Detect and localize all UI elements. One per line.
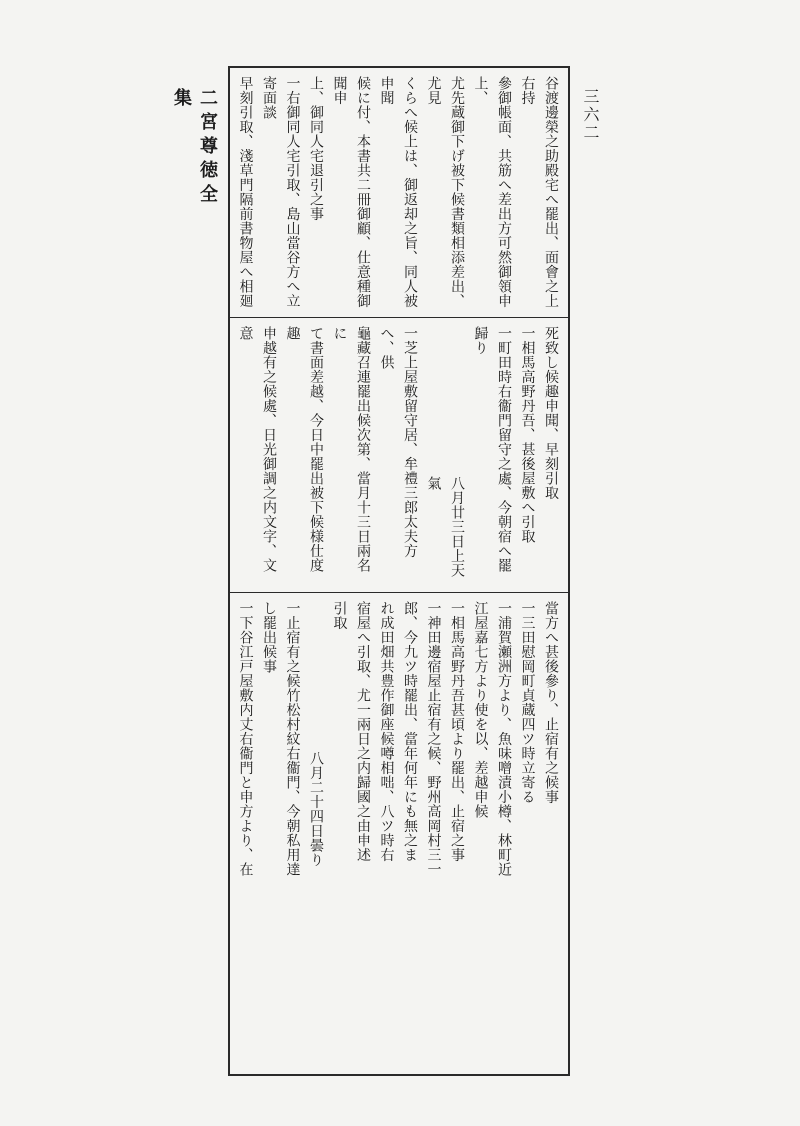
text-line: 龜藏召連罷出候次第、當月十三日兩名に xyxy=(331,326,371,573)
text-line: て書面差越、今日中罷出被下候様仕度趣 xyxy=(284,326,324,573)
text-block-middle xyxy=(230,318,568,593)
text-columns-bottom xyxy=(236,601,562,1066)
book-title: 二宮尊徳全集 xyxy=(171,88,218,208)
text-line: 一下谷江戸屋敷内丈右衞門と申方より、在 xyxy=(237,601,254,877)
text-columns-middle xyxy=(236,326,562,584)
text-line: 一右御同人宅引取、島山當谷方へ立寄面談 xyxy=(261,76,301,308)
text-line: 當方へ甚後參り、止宿有之候事 xyxy=(543,601,559,804)
text-line: 宿屋へ引取、尤一兩日之内歸國之由申述 xyxy=(355,601,371,862)
text-line: 上、御同人宅退引之事 xyxy=(308,76,324,221)
text-line: 參御帳面、共筋へ差出方可然御領申上、 xyxy=(472,76,512,308)
text-line: 死致し候趣申聞、早刻引取 xyxy=(543,326,559,500)
text-line: 引取 xyxy=(331,601,348,630)
text-line: 一相馬高野丹吾甚頃より罷出、止宿之事 xyxy=(449,601,465,862)
text-block-top xyxy=(230,68,568,318)
text-line: れ成田畑共豊作御座候噂相咄、八ツ時右 xyxy=(378,601,395,862)
text-line: 郎、今九ツ時罷出、當年何年にも無之ま xyxy=(402,601,418,862)
text-line: し罷出候事 xyxy=(261,601,277,674)
text-line: 江屋嘉七方より使を以、差越申候 xyxy=(472,601,489,819)
text-line: 候に付、本書共二冊御顧、仕意種御聞申 xyxy=(331,76,371,308)
text-line: 一三田慰岡町貞蔵四ツ時立寄る xyxy=(519,601,536,804)
text-line: 谷渡邊榮之助殿宅へ罷出、面會之上右持 xyxy=(519,76,559,308)
text-line: 一止宿有之候竹松村紋右衞門、今朝私用達 xyxy=(284,601,301,877)
text-line: 一芝上屋敷留守居、牟禮三郎太夫方へ、供 xyxy=(378,326,418,558)
text-line: 八月廿三日上天氣 xyxy=(425,476,465,578)
text-line: 一浦賀瀬洲方より、魚味噌漬小樽、林町近 xyxy=(496,601,512,877)
text-line: 一町田時右衞門留守之處、今朝宿へ罷歸り xyxy=(472,326,512,573)
text-columns-top xyxy=(236,76,562,309)
text-line: 八月二十四日曇り xyxy=(308,751,324,867)
text-line: 一相馬高野丹吾、甚後屋敷へ引取 xyxy=(519,326,536,544)
text-line: 申越有之候處、日光御調之内文字、文意 xyxy=(237,326,277,573)
text-line: 一神田邊宿屋止宿有之候、野州高岡村三一 xyxy=(425,601,442,877)
text-line: 早刻引取、淺草門隔前書物屋へ相廻 xyxy=(237,76,254,308)
text-block-bottom xyxy=(230,593,568,1074)
text-frame xyxy=(228,66,570,1076)
text-line: 尤先蔵御下げ被下候書類相添差出、尤見 xyxy=(425,76,465,308)
text-line: くらへ候上は、御返却之旨、同人被申聞 xyxy=(378,76,418,308)
page-number: 三六二 xyxy=(581,88,600,142)
